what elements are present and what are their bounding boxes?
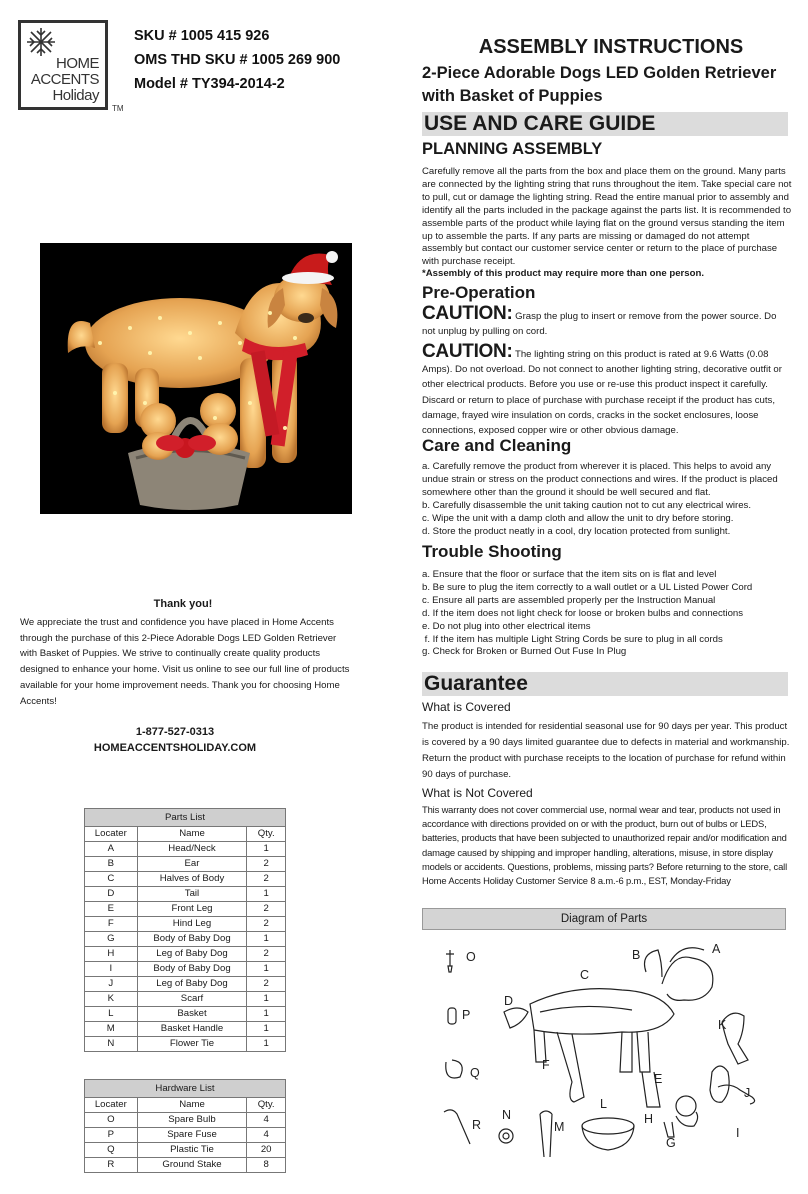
cell-locater: L	[85, 1007, 138, 1022]
caution-plug	[422, 303, 792, 339]
hardware-list-title: Hardware List	[85, 1080, 286, 1098]
column-header-name: Name	[137, 1098, 247, 1113]
table-row	[85, 842, 286, 857]
cell-qty: 2	[247, 947, 286, 962]
column-header-qty: Qty.	[247, 1098, 286, 1113]
care-item: c. Wipe the unit with a damp cloth and allow the unit to dry before storing.	[422, 512, 734, 524]
cell-qty: 2	[247, 872, 286, 887]
cell-name: Spare Bulb	[137, 1113, 247, 1128]
cell-locater: K	[85, 992, 138, 1007]
cell-name: Head/Neck	[137, 842, 247, 857]
table-row	[85, 1113, 286, 1128]
product-title-line2: with Basket of Puppies	[422, 87, 603, 105]
care-item: d. Store the product neatly in a cool, dry location protected from sunlight.	[422, 525, 731, 537]
table-row	[85, 1158, 286, 1173]
diagram-label: E	[654, 1072, 663, 1086]
cell-qty: 1	[247, 1022, 286, 1037]
customer-service-phone: 1-877-527-0313	[135, 726, 215, 738]
parts-diagram	[422, 932, 792, 1190]
trouble-item: d. If the item does not light check for loose or broken bulbs and connections	[422, 607, 744, 619]
parts-list-title: Parts List	[85, 809, 286, 827]
hardware-list-rows	[85, 1113, 286, 1173]
cell-locater: D	[85, 887, 138, 902]
what-is-covered-heading: What is Covered	[422, 700, 511, 714]
planning-heading: PLANNING ASSEMBLY	[422, 140, 603, 158]
pre-operation-heading: Pre-Operation	[422, 283, 536, 302]
table-row	[85, 887, 286, 902]
care-list	[422, 461, 792, 538]
cell-name: Body of Baby Dog	[137, 962, 247, 977]
thank-you-heading: Thank you!	[153, 598, 213, 610]
cell-locater: O	[85, 1113, 138, 1128]
table-row	[85, 857, 286, 872]
table-row	[85, 917, 286, 932]
cell-qty: 2	[247, 917, 286, 932]
cell-qty: 1	[247, 842, 286, 857]
product-title-line1: 2-Piece Adorable Dogs LED Golden Retriever	[422, 64, 777, 82]
cell-name: Basket	[137, 1007, 247, 1022]
diagram-label: R	[472, 1118, 482, 1132]
cell-locater: N	[85, 1037, 138, 1052]
caution-lighting-text: The lighting string on this product is rated at 9.6 Watts (0.08 Amps). Do not overload. Do not connect to another lighting string, decorative outfit or other electrical products. Before you use or re-use this product inspect it carefully. Discard or return to place of purchase with purchase receipt if the product has cuts, damage, frayed wire insulation on cords, cracks in the socket enclosures, loose connections, exposed copper wire or other obvious damage.	[422, 349, 782, 437]
cell-qty: 2	[247, 977, 286, 992]
snowflake-icon	[25, 26, 57, 58]
thank-you-text: We appreciate the trust and confidence you have placed in Home Accents through the purchase of this 2-Piece Adorable Dogs LED Golden Retriever with Basket of Puppies. We strive to continually create quality products designed to enhance your home. Visit us online to see our full line of products available for your home improvement needs. Thank you for choosing Home Accents!	[20, 617, 350, 707]
cell-name: Leg of Baby Dog	[137, 947, 247, 962]
cell-name: Halves of Body	[137, 872, 247, 887]
care-item: b. Carefully disassemble the unit taking caution not to cut any electrical wires.	[422, 499, 752, 511]
trouble-list	[422, 569, 792, 659]
table-row	[85, 977, 286, 992]
parts-list-rows	[85, 842, 286, 1052]
cell-locater: M	[85, 1022, 138, 1037]
table-row	[85, 1143, 286, 1158]
oms-sku-number: OMS THD SKU # 1005 269 900	[134, 52, 341, 68]
logo-line-accents: ACCENTS	[30, 71, 99, 88]
diagram-label: Q	[470, 1066, 480, 1080]
guarantee-banner: Guarantee	[422, 672, 788, 696]
diagram-label: O	[466, 950, 476, 964]
brand-logo	[18, 20, 108, 110]
cell-name: Scarf	[137, 992, 247, 1007]
golden-retriever-illustration	[40, 243, 352, 514]
diagram-label: N	[502, 1108, 512, 1122]
diagram-label: L	[600, 1097, 607, 1111]
cell-locater: G	[85, 932, 138, 947]
diagram-label: M	[554, 1120, 565, 1134]
cell-qty: 2	[247, 857, 286, 872]
cell-qty: 4	[247, 1113, 286, 1128]
cell-qty: 1	[247, 1007, 286, 1022]
cell-locater: F	[85, 917, 138, 932]
table-row	[85, 962, 286, 977]
caution-label: CAUTION:	[422, 341, 513, 362]
table-row	[85, 1128, 286, 1143]
cell-qty: 1	[247, 887, 286, 902]
diagram-of-parts-header: Diagram of Parts	[422, 908, 786, 930]
not-covered-text: This warranty does not cover commercial use, normal wear and tear, products not used in accordance with directions provided on or with the product, burn out of bulbs or LEDS, batteries, products that have been subjected to unauthorized repair and/or modification and damage caused by shipping and improper handling, alterations, misuse, in store display models or accidents. Questions, problems, missing parts? Before returning to the store, call Home Accents Holiday Customer Service 8 a.m.-6 p.m., EST, Monday-Friday	[422, 804, 788, 887]
table-row	[85, 872, 286, 887]
column-header-locater: Locater	[85, 1098, 138, 1113]
trouble-shooting-heading: Trouble Shooting	[422, 542, 562, 561]
diagram-label: G	[666, 1136, 676, 1150]
care-item: a. Carefully remove the product from wherever it is placed. This helps to avoid any undue strain or stress on the product connections and wires. If the product is placed somewhere other than the ground it should be well secured and flat.	[422, 461, 778, 498]
diagram-label: B	[632, 948, 641, 962]
use-care-guide-banner: USE AND CARE GUIDE	[422, 112, 788, 136]
caution-label: CAUTION:	[422, 303, 513, 324]
diagram-label: C	[580, 968, 590, 982]
diagram-label: A	[712, 942, 721, 956]
cell-locater: J	[85, 977, 138, 992]
cell-qty: 1	[247, 962, 286, 977]
diagram-label: J	[744, 1086, 751, 1100]
cell-name: Basket Handle	[137, 1022, 247, 1037]
model-number: Model # TY394-2014-2	[134, 76, 285, 92]
cell-locater: I	[85, 962, 138, 977]
table-row	[85, 1007, 286, 1022]
caution-lighting	[422, 341, 792, 438]
cell-name: Flower Tie	[137, 1037, 247, 1052]
trouble-item: g. Check for Broken or Burned Out Fuse In Plug	[422, 646, 627, 658]
cell-locater: H	[85, 947, 138, 962]
table-row	[85, 947, 286, 962]
column-header-qty: Qty.	[247, 827, 286, 842]
sku-number: SKU # 1005 415 926	[134, 28, 270, 44]
cell-name: Plastic Tie	[137, 1143, 247, 1158]
logo-line-holiday: Holiday	[52, 87, 99, 104]
logo-line-home: HOME	[56, 55, 99, 72]
table-row	[85, 932, 286, 947]
trouble-item: c. Ensure all parts are assembled properly per the Instruction Manual	[422, 594, 716, 606]
diagram-label: F	[542, 1058, 550, 1072]
planning-text: Carefully remove all the parts from the box and place them on the ground. Many parts are connected by the lighting string that runs throughout the item. Take special care not to pull, cut or damage the lighting string. Read the entire manual prior to assembly and identify all the parts included in the package against the parts list. It is recommended to assemble parts of the product while laying flat on the ground versus standing the item up to assemble the parts. If any parts are missing or damaged do not attempt assembly but contact our customer service center or return to the place of purchase with purchase receipt.	[422, 166, 792, 268]
trouble-item: b. Be sure to plug the item correctly to a wall outlet or a UL Listed Power Cord	[422, 581, 753, 593]
cell-name: Tail	[137, 887, 247, 902]
what-is-not-covered-heading: What is Not Covered	[422, 786, 533, 800]
covered-text: The product is intended for residential seasonal use for 90 days per year. This product is covered by a 90 days limited guarantee due to defects in material and workmanship. Return the product with purchase receipts to the location of purchase for refund within 90 days of purchase.	[422, 721, 790, 780]
cell-locater: P	[85, 1128, 138, 1143]
cell-locater: E	[85, 902, 138, 917]
parts-line-drawing	[422, 932, 792, 1190]
cell-locater: B	[85, 857, 138, 872]
cell-locater: A	[85, 842, 138, 857]
cell-name: Ground Stake	[137, 1158, 247, 1173]
care-cleaning-heading: Care and Cleaning	[422, 436, 572, 455]
diagram-label: I	[736, 1126, 740, 1140]
diagram-label: P	[462, 1008, 471, 1022]
caution-plug-text: Grasp the plug to insert or remove from the power source. Do not unplug by pulling on cord.	[422, 311, 777, 338]
cell-qty: 2	[247, 902, 286, 917]
cell-qty: 20	[247, 1143, 286, 1158]
cell-qty: 1	[247, 1037, 286, 1052]
cell-qty: 8	[247, 1158, 286, 1173]
assembly-note: *Assembly of this product may require more than one person.	[422, 268, 705, 279]
hardware-list-table	[84, 1079, 286, 1173]
trouble-item: e. Do not plug into other electrical items	[422, 620, 591, 632]
cell-name: Front Leg	[137, 902, 247, 917]
parts-list-table	[84, 808, 286, 1052]
table-row	[85, 992, 286, 1007]
product-title	[422, 62, 802, 108]
trouble-item: a. Ensure that the floor or surface that the item sits on is flat and level	[422, 569, 717, 580]
diagram-label: K	[718, 1018, 727, 1032]
cell-name: Leg of Baby Dog	[137, 977, 247, 992]
cell-locater: Q	[85, 1143, 138, 1158]
cell-name: Body of Baby Dog	[137, 932, 247, 947]
table-row	[85, 1037, 286, 1052]
cell-qty: 1	[247, 992, 286, 1007]
cell-qty: 4	[247, 1128, 286, 1143]
diagram-label: D	[504, 994, 514, 1008]
column-header-name: Name	[137, 827, 247, 842]
trouble-item: f. If the item has multiple Light String Cords be sure to plug in all cords	[422, 633, 723, 645]
table-row	[85, 902, 286, 917]
table-row	[85, 1022, 286, 1037]
assembly-title: ASSEMBLY INSTRUCTIONS	[478, 36, 744, 58]
cell-name: Hind Leg	[137, 917, 247, 932]
column-header-locater: Locater	[85, 827, 138, 842]
cell-name: Spare Fuse	[137, 1128, 247, 1143]
product-photo	[40, 243, 352, 514]
cell-locater: R	[85, 1158, 138, 1173]
cell-locater: C	[85, 872, 138, 887]
website-url: HOMEACCENTSHOLIDAY.COM	[93, 742, 257, 754]
cell-name: Ear	[137, 857, 247, 872]
diagram-label: H	[644, 1112, 654, 1126]
cell-qty: 1	[247, 932, 286, 947]
trademark-mark: TM	[112, 104, 124, 113]
